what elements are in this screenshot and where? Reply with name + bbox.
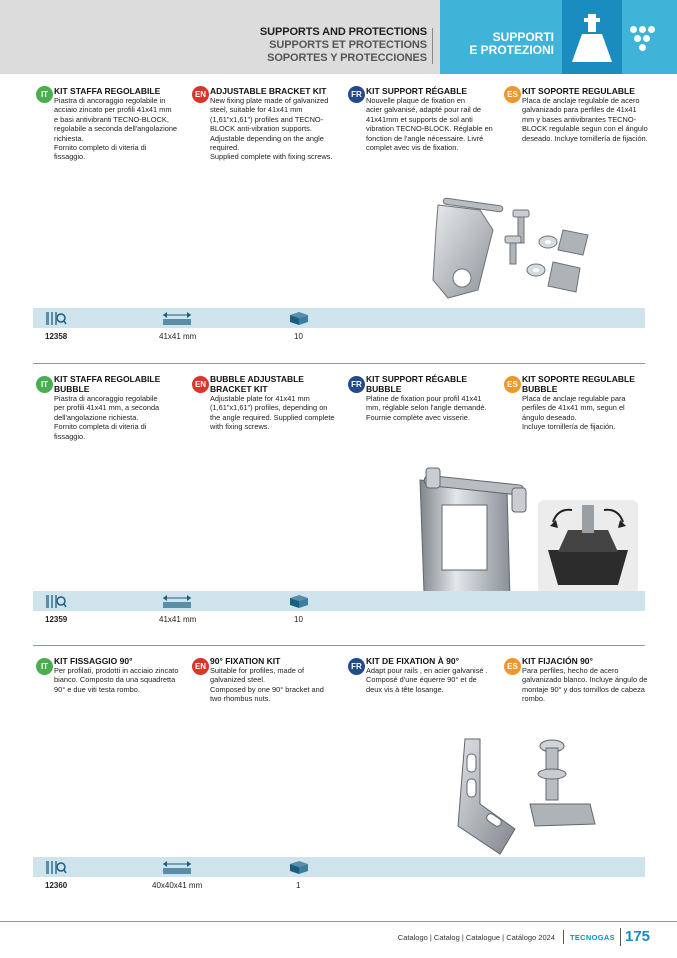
lang-badge-fr: FR — [348, 86, 365, 103]
product-title: KIT SOPORTE REGULABLE — [522, 86, 635, 96]
header-divider — [432, 28, 433, 64]
footer-divider — [0, 921, 677, 922]
product-size: 40x40x41 mm — [152, 881, 203, 890]
product-title: KIT SUPPORT RÉGABLE — [366, 86, 468, 96]
page-number: 175 — [625, 928, 651, 945]
footer-catalog: Catalogo | Catalog | Catalogue | Catálogo 2024 — [397, 933, 555, 942]
desc-en — [194, 86, 345, 162]
catalog-code-icon — [45, 594, 67, 609]
lang-badge-en: EN — [192, 376, 209, 393]
fixation-kit-90-image — [440, 734, 620, 859]
table-header — [33, 591, 645, 611]
product-quantity: 10 — [294, 615, 303, 624]
product-title: BUBBLE ADJUSTABLE BRACKET KIT — [210, 374, 304, 394]
header-title-es: SOPORTES Y PROTECCIONES — [267, 52, 427, 64]
product-title: KIT DE FIXATION À 90° — [366, 656, 459, 666]
product-table-3 — [33, 857, 645, 893]
footer-separator — [563, 930, 564, 944]
product-description: Placa de anclaje regulable para perfiles de 41x41 mm, segun el ángulo deseado. Incluye tornillería de fijación. — [522, 394, 626, 432]
header-category — [462, 31, 554, 57]
product-title: KIT STAFFA REGOLABILE BUBBLE — [54, 374, 161, 394]
product-size: 41x41 mm — [159, 615, 197, 624]
header-title-en: SUPPORTS AND PROTECTIONS — [259, 26, 427, 38]
product-title: ADJUSTABLE BRACKET KIT — [210, 86, 327, 96]
product-quantity: 10 — [294, 332, 303, 341]
bubble-bracket-kit-image — [412, 460, 537, 608]
package-quantity-icon — [288, 860, 310, 875]
dimension-ruler-icon — [161, 594, 193, 609]
header-titles — [260, 26, 427, 65]
dimension-ruler-icon — [161, 860, 193, 875]
product-table-1 — [33, 308, 645, 344]
support-category-icon — [562, 0, 622, 74]
desc-it — [40, 86, 189, 162]
lang-badge-en: EN — [192, 86, 209, 103]
dimension-ruler-icon — [161, 311, 193, 326]
desc-es — [507, 656, 657, 704]
package-quantity-icon — [288, 594, 310, 609]
product-table-2 — [33, 591, 645, 627]
page-header — [0, 0, 677, 74]
product-title: KIT FIJACIÓN 90° — [522, 656, 593, 666]
lang-badge-fr: FR — [348, 658, 365, 675]
table-row — [33, 877, 645, 893]
section-divider — [33, 645, 645, 646]
catalog-code-icon — [45, 311, 67, 326]
product-description: Nouvelle plaque de fixation en acier galvanisé, adapté pour rail de 41x41mm et supports de sol anti vibration TECNO-BLOCK. Réglable en fonction de l'angle nécessaire. Livré complet avec vis de fixation. — [366, 96, 493, 153]
desc-it — [40, 374, 189, 441]
desc-en — [194, 374, 345, 432]
lang-badge-es: ES — [504, 658, 521, 675]
product-code: 12360 — [45, 881, 68, 890]
product-title: 90° FIXATION KIT — [210, 656, 281, 666]
product-title: KIT STAFFA REGOLABILE — [54, 86, 161, 96]
desc-en — [194, 656, 345, 704]
product-size: 41x41 mm — [159, 332, 197, 341]
product-description: Per profilati, prodotti in acciaio zincato bianco. Composto da una squadretta 90° e due viti testa rombo. — [54, 666, 179, 694]
product-title: KIT SUPPORT RÉGABLE BUBBLE — [366, 374, 468, 394]
desc-it — [40, 656, 189, 694]
desc-fr — [351, 656, 501, 694]
product-description: Piastra di ancoraggio regolabile per profili 41x41 mm, a seconda dell'angolazione richiesta. Fornito completa di viteria di fissaggio. — [54, 394, 160, 441]
header-category-line-2: E PROTEZIONI — [469, 43, 554, 57]
product-description: Adjustable plate for 41x41 mm (1,61"x1,61") profiles, depending on the angle required. Supplied complete with fixing screws. — [210, 394, 335, 432]
product-title: KIT FISSAGGIO 90° — [54, 656, 133, 666]
product-description: Para perfiles, hecho de acero galvanizado blanco. Incluye ángulo de montaje 90° y dos tornillos de cabeza rombo. — [522, 666, 648, 704]
header-title-fr: SUPPORTS ET PROTECTIONS — [269, 39, 427, 51]
product-quantity: 1 — [296, 881, 301, 890]
catalog-code-icon — [45, 860, 67, 875]
product-code: 12359 — [45, 615, 68, 624]
desc-fr — [351, 86, 501, 153]
lang-badge-es: ES — [504, 86, 521, 103]
bubble-antivibration-base-photo — [538, 500, 638, 595]
lang-badge-it: IT — [36, 86, 53, 103]
table-header — [33, 308, 645, 328]
product-code: 12358 — [45, 332, 68, 341]
desc-es — [507, 86, 657, 143]
product-description: Platine de fixation pour profil 41x41 mm, réglable selon l'angle demandé. Fournie complète avec visserie. — [366, 394, 487, 422]
desc-es — [507, 374, 657, 432]
product-description: Adapt pour rails , en acier galvanisé . Composé d'une équerre 90° et de deux vis à tête losange. — [366, 666, 488, 694]
footer-separator — [620, 928, 621, 946]
lang-badge-es: ES — [504, 376, 521, 393]
table-header — [33, 857, 645, 877]
product-description: New fixing plate made of galvanized steel, suitable for 41x41 mm (1,61"x1,61") profiles and TECNO- BLOCK anti-vibration supports. Adjustable depending on the angle required. Supplied complete with fixing screws. — [210, 96, 333, 162]
adjustable-bracket-kit-image — [418, 190, 598, 305]
lang-badge-fr: FR — [348, 376, 365, 393]
header-category-line-1: SUPPORTI — [492, 30, 554, 44]
desc-fr — [351, 374, 501, 422]
footer-brand: TECNOGAS — [570, 933, 615, 942]
product-description: Placa de anclaje regulable de acero galvanizado para perfiles de 41x41 mm y bases antivibrantes TECNO- BLOCK regulable segun con el ángulo deseado. Incluye tornillería de fijación. — [522, 96, 648, 143]
lang-badge-en: EN — [192, 658, 209, 675]
product-description: Suitable for profiles, made of galvanized steel. Composed by one 90° bracket and two rhombus nuts. — [210, 666, 324, 704]
product-description: Piastra di ancoraggio regolabile in acciaio zincato per profili 41x41 mm e basi antivibranti TECNO-BLOCK, regolabile a seconda dell'angolazione richiesta. Fornito completo di viteria di fissaggio. — [54, 96, 178, 162]
product-title: KIT SOPORTE REGULABLE BUBBLE — [522, 374, 635, 394]
table-row — [33, 328, 645, 344]
section-divider — [33, 363, 645, 364]
package-quantity-icon — [288, 311, 310, 326]
table-row — [33, 611, 645, 627]
lang-badge-it: IT — [36, 376, 53, 393]
lang-badge-it: IT — [36, 658, 53, 675]
